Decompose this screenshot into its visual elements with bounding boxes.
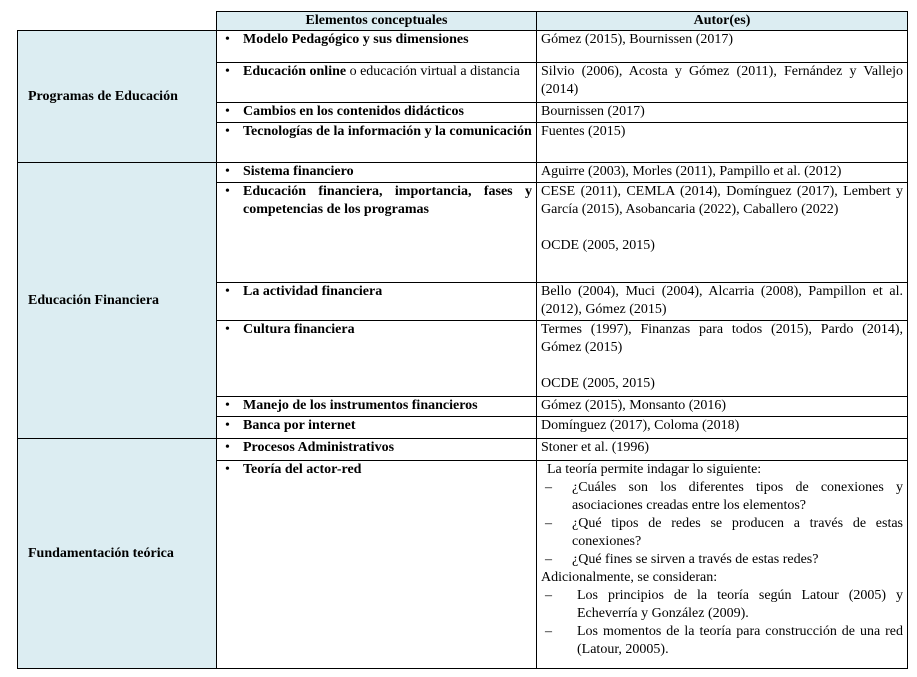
concept-cell — [217, 417, 537, 439]
concept-cell — [217, 283, 537, 321]
authors-extra: OCDE (2005, 2015) — [541, 376, 655, 391]
bullet-icon: • — [225, 164, 230, 179]
concept-cell — [217, 183, 537, 283]
header-row — [18, 12, 908, 31]
list-item: – ¿Cuáles son los diferentes tipos de conexiones y asociaciones creadas entre los elementos? — [541, 479, 903, 515]
concept-text: Cultura financiera — [243, 322, 355, 337]
bullet-icon: • — [225, 32, 230, 47]
list-item: – Los momentos de la teoría para construcción de una red (Latour, 20005). — [541, 623, 903, 659]
bullet-icon: • — [225, 440, 230, 455]
dash-icon: – — [545, 624, 552, 639]
list-item: – Los principios de la teoría según Latour (2005) y Echeverría y González (2009). — [541, 587, 903, 623]
authors-cell — [537, 321, 908, 397]
header-empty-cell — [18, 12, 217, 31]
category-fundamentacion: Fundamentación teórica — [18, 439, 217, 669]
authors-cell: Silvio (2006), Acosta y Gómez (2011), Fernández y Vallejo (2014) — [537, 63, 908, 103]
concept-text: Educación financiera, importancia, fases y competencias de los programas — [243, 184, 532, 217]
authors-cell: Gómez (2015), Monsanto (2016) — [537, 397, 908, 417]
dash-icon: – — [545, 588, 552, 603]
concept-text: Procesos Administrativos — [243, 440, 395, 455]
category-financiera: Educación Financiera — [18, 163, 217, 439]
concept-text: Banca por internet — [243, 418, 356, 433]
authors-text: CESE (2011), CEMLA (2014), Domínguez (2017), Lembert y García (2015), Asobancaria (2022), Caballero (2022) — [541, 184, 903, 217]
bullet-icon: • — [225, 418, 230, 433]
bullet-icon: • — [225, 104, 230, 119]
concept-text: La actividad financiera — [243, 284, 383, 299]
bullet-icon: • — [225, 124, 230, 139]
authors-cell: Bournissen (2017) — [537, 103, 908, 123]
authors-cell: Fuentes (2015) — [537, 123, 908, 163]
concept-text: Educación online — [243, 64, 347, 79]
dash-icon: – — [545, 516, 552, 531]
dash-icon: – — [545, 480, 552, 495]
bullet-icon: • — [225, 322, 230, 337]
list-item: – ¿Qué tipos de redes se producen a través de estas conexiones? — [541, 515, 903, 551]
concept-cell — [217, 31, 537, 63]
bullet-icon: • — [225, 284, 230, 299]
authors-cell — [537, 183, 908, 283]
table-row — [18, 439, 908, 461]
authors-cell: Bello (2004), Muci (2004), Alcarria (2008), Pampillon et al. (2012), Gómez (2015) — [537, 283, 908, 321]
authors-cell: Stoner et al. (1996) — [537, 439, 908, 461]
bullet-icon: • — [225, 462, 230, 477]
authors-cell — [537, 461, 908, 669]
list-item: – ¿Qué fines se sirven a través de estas redes? — [541, 551, 903, 569]
concept-text: Modelo Pedagógico y sus dimensiones — [243, 32, 469, 47]
concept-cell — [217, 103, 537, 123]
bullet-icon: • — [225, 398, 230, 413]
concepts-table — [17, 11, 908, 669]
authors-cell: Gómez (2015), Bournissen (2017) — [537, 31, 908, 63]
header-authors: Autor(es) — [537, 12, 908, 31]
concept-cell — [217, 397, 537, 417]
theory-intro: La teoría permite indagar lo siguiente: — [547, 462, 762, 477]
concept-text: Cambios en los contenidos didácticos — [243, 104, 464, 119]
concept-cell — [217, 63, 537, 103]
category-programas: Programas de Educación — [18, 31, 217, 163]
concept-text: Tecnologías de la información y la comunicación — [243, 124, 532, 139]
concept-cell — [217, 163, 537, 183]
theory-additional: Adicionalmente, se consideran: — [541, 570, 718, 585]
concept-cell — [217, 461, 537, 669]
concept-text-rest: o educación virtual a distancia — [346, 64, 520, 79]
concept-cell — [217, 123, 537, 163]
concept-cell — [217, 321, 537, 397]
concept-text: Manejo de los instrumentos financieros — [243, 398, 478, 413]
header-concepts: Elementos conceptuales — [217, 12, 537, 31]
authors-cell: Aguirre (2003), Morles (2011), Pampillo et al. (2012) — [537, 163, 908, 183]
authors-cell: Domínguez (2017), Coloma (2018) — [537, 417, 908, 439]
concept-text: Sistema financiero — [243, 164, 354, 179]
bullet-icon: • — [225, 64, 230, 79]
concept-text: Teoría del actor-red — [243, 462, 362, 477]
authors-extra: OCDE (2005, 2015) — [541, 238, 655, 253]
table-row — [18, 163, 908, 183]
dash-icon: – — [545, 552, 552, 567]
authors-text: Termes (1997), Finanzas para todos (2015), Pardo (2014), Gómez (2015) — [541, 322, 903, 355]
bullet-icon: • — [225, 184, 230, 199]
concept-cell — [217, 439, 537, 461]
table-row — [18, 31, 908, 63]
